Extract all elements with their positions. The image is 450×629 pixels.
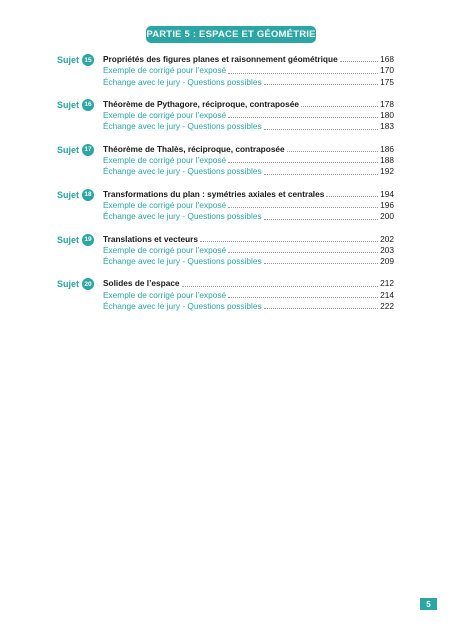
sujet-badge	[57, 234, 94, 246]
page-ref: 186	[380, 143, 394, 154]
sujet-number-circle: 15	[82, 54, 94, 66]
toc-title-row[interactable]	[103, 234, 394, 245]
toc-title-row[interactable]	[103, 144, 394, 155]
dot-leader	[228, 162, 378, 163]
toc-title: Transformations du plan : symétries axiales et centrales	[103, 188, 325, 199]
toc-sub-row[interactable]	[103, 110, 394, 121]
toc-sub-row[interactable]	[103, 166, 394, 177]
dot-leader	[200, 241, 378, 242]
sujet-number-circle: 19	[82, 234, 94, 246]
sujet-label: Sujet	[57, 279, 80, 290]
page-ref: 212	[380, 278, 394, 289]
toc-sub-label: Échange avec le jury - Questions possibles	[103, 301, 262, 312]
toc-sub-label: Échange avec le jury - Questions possibles	[103, 211, 262, 222]
page-ref: 209	[380, 256, 394, 267]
toc-title-row[interactable]	[103, 189, 394, 200]
section-title: PARTIE 5 : ESPACE ET GÉOMÉTRIE	[146, 29, 316, 40]
sujet-badge	[57, 54, 94, 66]
toc-sub-row[interactable]	[103, 245, 394, 256]
dot-leader	[326, 196, 378, 197]
table-of-contents	[57, 54, 394, 323]
toc-title: Solides de l’espace	[103, 278, 180, 289]
sujet-label: Sujet	[57, 99, 80, 110]
dot-leader	[182, 286, 379, 287]
dot-leader	[264, 84, 379, 85]
sujet-number-circle: 17	[82, 144, 94, 156]
toc-title: Théorème de Pythagore, réciproque, contraposée	[103, 98, 299, 109]
toc-sub-row[interactable]	[103, 65, 394, 76]
page-ref: 202	[380, 233, 394, 244]
toc-sub-row[interactable]	[103, 290, 394, 301]
toc-entry-19	[57, 234, 394, 268]
dot-leader	[264, 219, 379, 220]
toc-sub-label: Exemple de corrigé pour l’exposé	[103, 65, 227, 76]
toc-title: Translations et vecteurs	[103, 233, 198, 244]
page-ref: 192	[380, 166, 394, 177]
toc-sub-label: Échange avec le jury - Questions possibles	[103, 76, 262, 87]
toc-entry-18	[57, 189, 394, 223]
page-ref: 183	[380, 121, 394, 132]
toc-sub-label: Échange avec le jury - Questions possibles	[103, 256, 262, 267]
page-number: 5	[426, 599, 431, 609]
sujet-label: Sujet	[57, 234, 80, 245]
toc-sub-label: Exemple de corrigé pour l’exposé	[103, 110, 227, 121]
page-ref: 188	[380, 155, 394, 166]
sujet-label: Sujet	[57, 189, 80, 200]
page-number-badge	[420, 598, 437, 610]
toc-title: Théorème de Thalès, réciproque, contraposée	[103, 143, 285, 154]
page-ref: 170	[380, 65, 394, 76]
dot-leader	[340, 61, 378, 62]
toc-sub-row[interactable]	[103, 155, 394, 166]
dot-leader	[228, 252, 378, 253]
toc-sub-label: Exemple de corrigé pour l’exposé	[103, 155, 227, 166]
toc-entry-15	[57, 54, 394, 88]
toc-entry-17	[57, 144, 394, 178]
dot-leader	[228, 297, 378, 298]
toc-sub-row[interactable]	[103, 77, 394, 88]
sujet-badge	[57, 278, 94, 290]
section-title-banner	[146, 26, 316, 43]
sujet-label: Sujet	[57, 55, 80, 65]
toc-entry-20	[57, 278, 394, 312]
toc-sub-row[interactable]	[103, 211, 394, 222]
page-ref: 200	[380, 211, 394, 222]
toc-sub-label: Exemple de corrigé pour l’exposé	[103, 289, 227, 300]
dot-leader	[287, 151, 378, 152]
toc-title: Propriétés des figures planes et raisonnement géométrique	[103, 54, 338, 64]
sujet-number-circle: 16	[82, 99, 94, 111]
page-ref: 214	[380, 289, 394, 300]
dot-leader	[228, 117, 378, 118]
dot-leader	[301, 106, 378, 107]
toc-sub-row[interactable]	[103, 256, 394, 267]
sujet-badge	[57, 99, 94, 111]
sujet-badge	[57, 189, 94, 201]
toc-title-row[interactable]	[103, 99, 394, 110]
page-ref: 175	[380, 76, 394, 87]
toc-sub-row[interactable]	[103, 121, 394, 132]
toc-title-row[interactable]	[103, 54, 394, 65]
page-ref: 178	[380, 98, 394, 109]
toc-sub-label: Échange avec le jury - Questions possibles	[103, 121, 262, 132]
page-ref: 168	[380, 54, 394, 64]
toc-sub-label: Exemple de corrigé pour l’exposé	[103, 244, 227, 255]
sujet-badge	[57, 144, 94, 156]
toc-sub-label: Exemple de corrigé pour l’exposé	[103, 199, 227, 210]
page-ref: 222	[380, 301, 394, 312]
dot-leader	[228, 73, 378, 74]
sujet-number-circle: 18	[82, 189, 94, 201]
page-ref: 203	[380, 244, 394, 255]
dot-leader	[264, 129, 379, 130]
dot-leader	[264, 263, 379, 264]
dot-leader	[264, 174, 379, 175]
page-ref: 196	[380, 199, 394, 210]
dot-leader	[228, 207, 378, 208]
toc-sub-label: Échange avec le jury - Questions possibles	[103, 166, 262, 177]
toc-entry-16	[57, 99, 394, 133]
toc-sub-row[interactable]	[103, 200, 394, 211]
toc-title-row[interactable]	[103, 278, 394, 289]
dot-leader	[264, 308, 379, 309]
sujet-number-circle: 20	[82, 278, 94, 290]
page-ref: 180	[380, 110, 394, 121]
toc-sub-row[interactable]	[103, 301, 394, 312]
sujet-label: Sujet	[57, 144, 80, 155]
page-ref: 194	[380, 188, 394, 199]
